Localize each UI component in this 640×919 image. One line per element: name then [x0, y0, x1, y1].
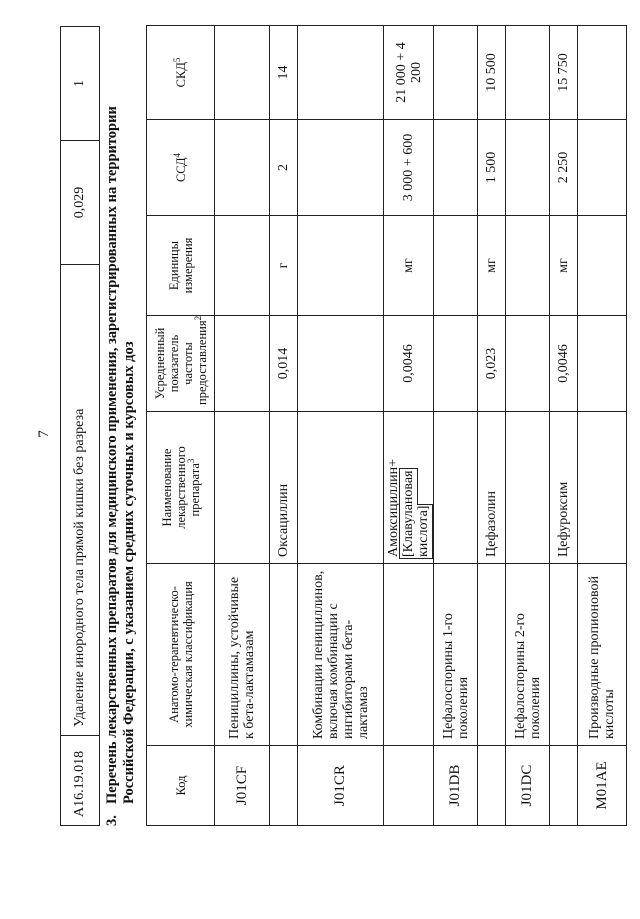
drug-ssd — [578, 120, 627, 216]
drug-ssd — [434, 120, 478, 216]
drug-frequency — [215, 316, 270, 412]
table-row — [578, 26, 627, 826]
table-row — [384, 26, 434, 826]
drug-ssd: 2 250 — [550, 120, 578, 216]
drug-unit: мг — [550, 216, 578, 316]
drug-unit — [215, 216, 270, 316]
atc-class: Комбинации пенициллинов, включая комбинации с ингибиторами бета-лактамаз — [298, 564, 384, 746]
procedure-multiplicity: 1 — [61, 27, 100, 141]
header-atc: Анатомо-терапевтическо-химическая классификация — [147, 564, 215, 746]
drug-skd — [215, 26, 270, 120]
drug-skd: 10 500 — [478, 26, 506, 120]
section-title-line2: Российской Федерации, с указанием средних суточных и курсовых доз — [121, 341, 137, 804]
drug-unit — [506, 216, 550, 316]
atc-class: Пенициллины, устойчивые к бета-лактамазам — [215, 564, 270, 746]
header-drug: Наименование лекарственного препарата$^3$ — [147, 412, 215, 564]
drug-skd — [578, 26, 627, 120]
atc-code: J01CF — [215, 746, 270, 826]
drug-name: Цефуроксим — [550, 412, 578, 564]
header-skd: СКД$^5$ — [147, 26, 215, 120]
drug-frequency — [434, 316, 478, 412]
table-header-row — [147, 26, 215, 826]
drug-frequency: 0,014 — [270, 316, 298, 412]
drug-name — [298, 412, 384, 564]
drug-name — [578, 412, 627, 564]
drug-name — [506, 412, 550, 564]
procedure-name: Удаление инородного тела прямой кишки без разреза — [61, 265, 100, 736]
atc-class: Цефалоспорины 2-го поколения — [506, 564, 550, 746]
atc-class — [384, 564, 434, 746]
procedure-frequency: 0,029 — [61, 141, 100, 265]
drug-unit: мг — [478, 216, 506, 316]
table-row — [478, 26, 506, 826]
drug-frequency — [506, 316, 550, 412]
section-number: 3. — [104, 815, 120, 826]
table-row — [270, 26, 298, 826]
drug-frequency: 0,023 — [478, 316, 506, 412]
atc-code — [384, 746, 434, 826]
page-number: 7 — [36, 430, 52, 438]
drug-ssd — [506, 120, 550, 216]
atc-code: M01AE — [578, 746, 627, 826]
table-row — [506, 26, 550, 826]
atc-class — [478, 564, 506, 746]
drug-frequency: 0,0046 — [384, 316, 434, 412]
drug-unit: г — [270, 216, 298, 316]
drug-ssd: 2 — [270, 120, 298, 216]
atc-class: Производные пропионовой кислоты — [578, 564, 627, 746]
drug-frequency — [578, 316, 627, 412]
atc-class: Цефалоспорины 1-го поколения — [434, 564, 478, 746]
drug-skd: 21 000 + 4 200 — [384, 26, 434, 120]
atc-code — [270, 746, 298, 826]
drug-table — [146, 25, 627, 826]
drug-unit: мг — [384, 216, 434, 316]
atc-class — [550, 564, 578, 746]
header-code: Код — [147, 746, 215, 826]
section-title — [104, 26, 138, 826]
table-row — [215, 26, 270, 826]
drug-name — [215, 412, 270, 564]
drug-ssd — [298, 120, 384, 216]
atc-code — [478, 746, 506, 826]
header-frequency: Усредненный показатель частоты предоставления$^2$ — [147, 316, 215, 412]
atc-code: J01DB — [434, 746, 478, 826]
drug-name: Амоксициллин+ [Клавулановая кислота] — [384, 412, 434, 564]
drug-name: Оксациллин — [270, 412, 298, 564]
table-row — [61, 27, 100, 826]
drug-ssd — [215, 120, 270, 216]
drug-skd — [298, 26, 384, 120]
drug-skd: 15 750 — [550, 26, 578, 120]
atc-code: J01DC — [506, 746, 550, 826]
drug-name — [434, 412, 478, 564]
drug-unit — [434, 216, 478, 316]
drug-ssd: 1 500 — [478, 120, 506, 216]
atc-code — [550, 746, 578, 826]
atc-code: J01CR — [298, 746, 384, 826]
drug-frequency: 0,0046 — [550, 316, 578, 412]
drug-ssd: 3 000 + 600 — [384, 120, 434, 216]
drug-name: Цефазолин — [478, 412, 506, 564]
drug-skd: 14 — [270, 26, 298, 120]
procedure-table — [60, 26, 100, 826]
procedure-code: A16.19.018 — [61, 736, 100, 826]
drug-frequency — [298, 316, 384, 412]
header-unit: Единицы измерения — [147, 216, 215, 316]
section-title-line1: Перечень лекарственных препаратов для медицинского применения, зарегистрированных на территории — [104, 106, 120, 804]
table-row — [298, 26, 384, 826]
table-row — [434, 26, 478, 826]
drug-unit — [298, 216, 384, 316]
drug-unit — [578, 216, 627, 316]
drug-skd — [434, 26, 478, 120]
drug-skd — [506, 26, 550, 120]
atc-class — [270, 564, 298, 746]
header-ssd: ССД$^4$ — [147, 120, 215, 216]
table-row — [550, 26, 578, 826]
